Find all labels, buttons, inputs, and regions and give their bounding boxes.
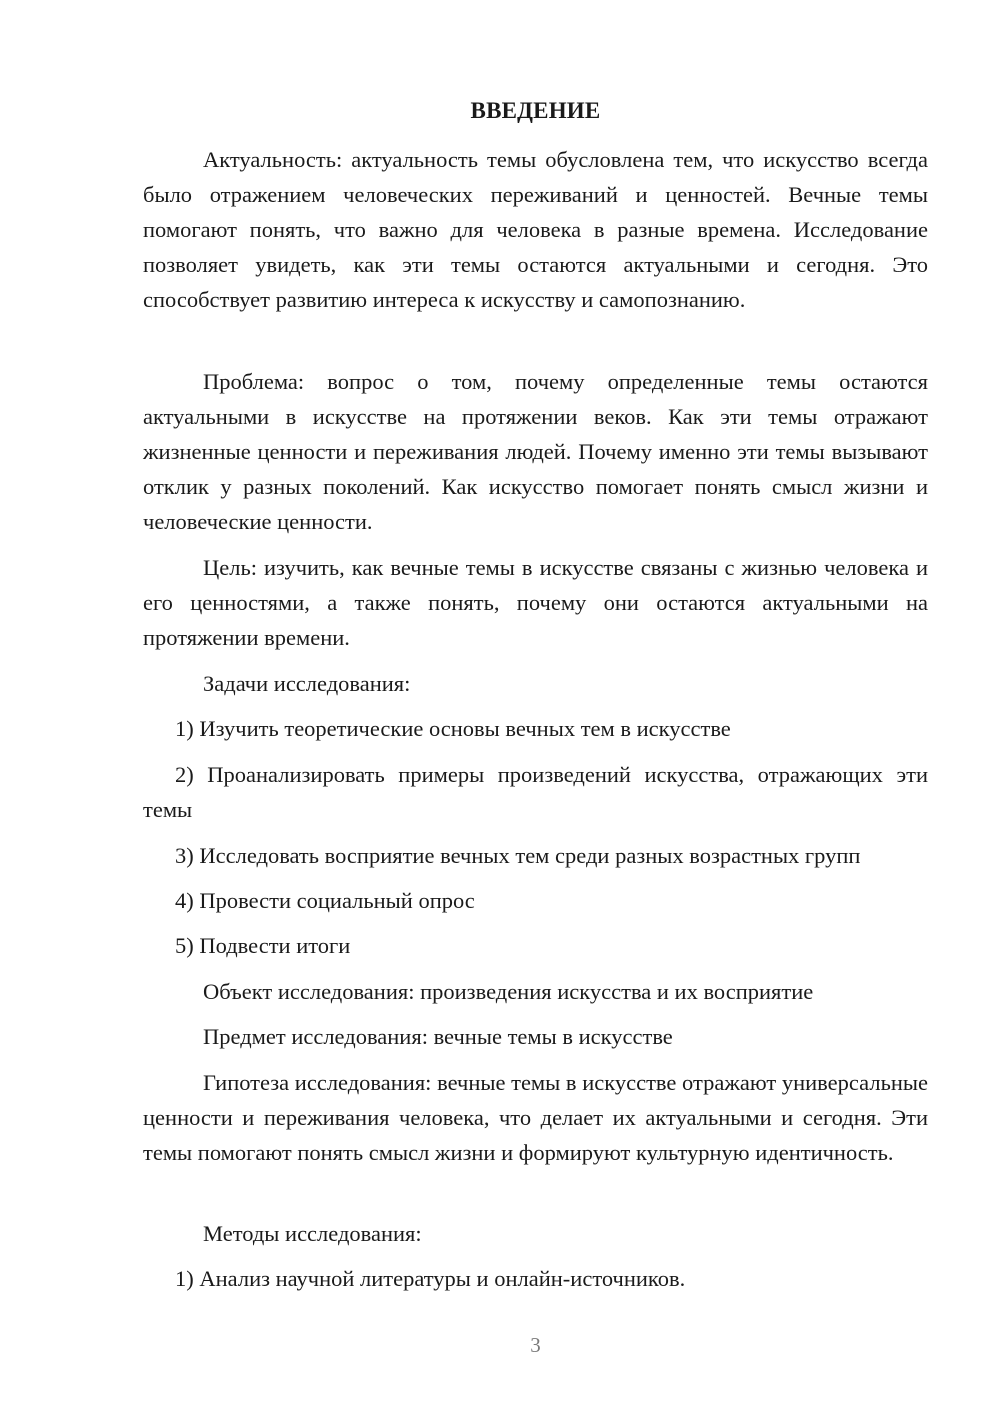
problem-paragraph: Проблема: вопрос о том, почему определенные темы остаются актуальными в искусстве на протяжении веков. Как эти темы отражают жизненные ценности и переживания людей. Почему именно эти темы вызывают отклик у разных поколений. Как искусство помогает понять смысл жизни и человеческие ценности.: [143, 369, 928, 534]
page-number: 3: [530, 1333, 541, 1357]
task-item-3: 3) Исследовать восприятие вечных тем среди разных возрастных групп: [175, 843, 861, 868]
section-title: ВВЕДЕНИЕ: [470, 98, 601, 123]
method-item-1: 1) Анализ научной литературы и онлайн-источников.: [175, 1266, 686, 1291]
hypothesis-paragraph: Гипотеза исследования: вечные темы в искусстве отражают универсальные ценности и переживания человека, что делает их актуальными и сегодня. Эти темы помогают понять смысл жизни и формируют культурную идентичность.: [143, 1070, 928, 1165]
document-page: [143, 0, 928, 1414]
goal-paragraph: Цель: изучить, как вечные темы в искусстве связаны с жизнью человека и его ценностями, а также понять, почему они остаются актуальными на протяжении времени.: [143, 555, 928, 650]
task-item-5: 5) Подвести итоги: [175, 933, 351, 958]
task-item-2: 2) Проанализировать примеры произведений искусства, отражающих эти темы: [143, 762, 928, 822]
subject-paragraph: Предмет исследования: вечные темы в искусстве: [203, 1024, 673, 1049]
tasks-heading: Задачи исследования:: [203, 671, 411, 696]
methods-heading: Методы исследования:: [203, 1221, 422, 1246]
task-item-4: 4) Провести социальный опрос: [175, 888, 475, 913]
task-item-1: 1) Изучить теоретические основы вечных тем в искусстве: [175, 716, 731, 741]
relevance-paragraph: Актуальность: актуальность темы обусловлена тем, что искусство всегда было отражением человеческих переживаний и ценностей. Вечные темы помогают понять, что важно для человека в разные времена. Исследование позволяет увидеть, как эти темы остаются актуальными и сегодня. Это способствует развитию интереса к искусству и самопознанию.: [143, 147, 928, 312]
object-paragraph: Объект исследования: произведения искусства и их восприятие: [203, 979, 814, 1004]
